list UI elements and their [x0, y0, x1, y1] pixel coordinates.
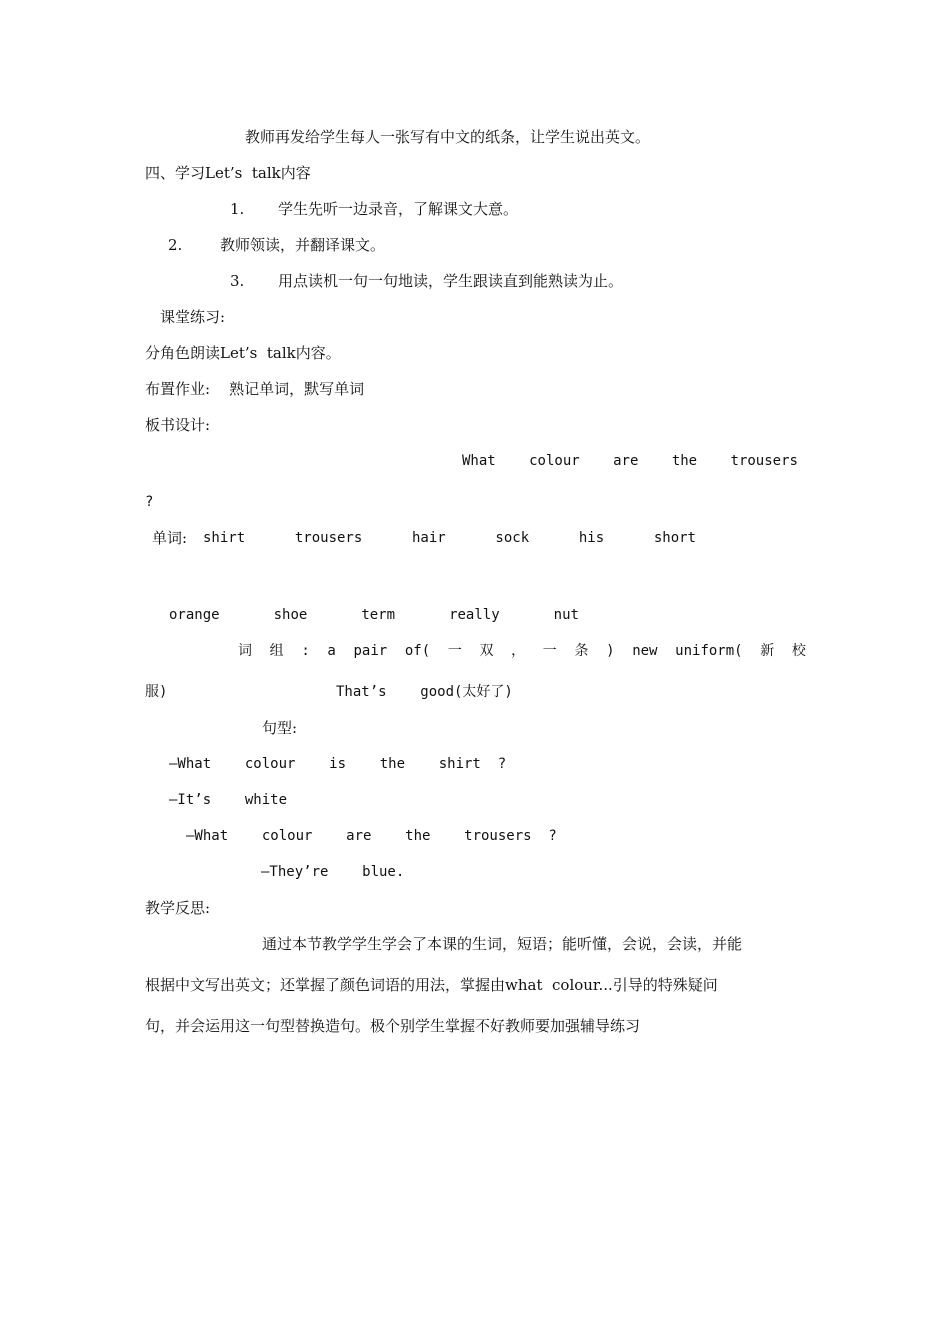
list-item-text: 学生先听一边录音，了解课文大意。 — [278, 200, 519, 218]
phrase-token: 双 — [479, 643, 494, 659]
phrase-item: That’s good(太好了) — [336, 684, 513, 700]
board-title-word: are — [613, 453, 639, 469]
board-title-word: trousers — [730, 453, 798, 469]
phrase-continuation: 服) — [145, 684, 168, 700]
phrase-token: ) — [606, 643, 615, 659]
board-title-word: colour — [529, 453, 580, 469]
phrase-token: 一 — [542, 643, 557, 659]
vocab-word: shoe — [273, 607, 308, 623]
text-line: 布置作业: 熟记单词，默写单词 — [145, 380, 365, 398]
sentence-pattern: —They’re blue. — [261, 864, 405, 880]
vocab-word: short — [653, 530, 696, 546]
board-title-end: ? — [145, 494, 154, 510]
sentence-pattern: —It’s white — [169, 792, 288, 808]
phrase-token: 组 — [269, 643, 284, 659]
phrase-token: 校 — [791, 643, 806, 659]
vocab-word: term — [361, 607, 396, 623]
board-title-word: the — [671, 453, 698, 469]
section-label: 板书设计: — [145, 416, 211, 434]
vocab-word: his — [578, 530, 605, 546]
sentence-pattern: —What colour are the trousers ? — [186, 828, 557, 844]
phrase-token: pair — [353, 643, 388, 659]
section-label: 教学反思: — [145, 899, 211, 917]
vocab-word: really — [449, 607, 500, 623]
phrase-token: 条 — [574, 643, 589, 659]
list-item-text: 用点读机一句一句地读，学生跟读直到能熟读为止。 — [278, 272, 624, 290]
paragraph-line: 根据中文写出英文；还掌握了颜色词语的用法，掌握由what colour...引导的特殊疑问 — [145, 976, 718, 994]
phrase-token: of( — [404, 643, 431, 659]
phrase-token: : — [301, 643, 310, 659]
list-item-text: 教师领读，并翻译课文。 — [220, 236, 386, 254]
paragraph-line: 句，并会运用这一句型替换造句。极个别学生掌握不好教师要加强辅导练习 — [145, 1017, 641, 1035]
vocab-label: 单词: — [152, 529, 188, 547]
section-heading: 四、学习Let’s talk内容 — [145, 164, 311, 182]
vocab-row — [169, 605, 579, 625]
paragraph-line: 通过本节教学学生学会了本课的生词，短语；能听懂，会说，会读，并能 — [262, 935, 743, 953]
phrase-token: uniform( — [675, 643, 743, 659]
pattern-label: 句型: — [262, 719, 298, 737]
vocab-word: trousers — [294, 530, 363, 546]
sentence-pattern: —What colour is the shirt ? — [169, 756, 507, 772]
text-line: 分角色朗读Let’s talk内容。 — [145, 344, 341, 362]
section-label: 课堂练习: — [160, 308, 226, 326]
phrase-token: a — [327, 643, 336, 659]
phrase-token: 新 — [760, 643, 775, 659]
board-title-word: What — [462, 453, 496, 469]
phrase-token: 一 — [447, 643, 462, 659]
vocab-word: sock — [495, 530, 530, 546]
phrase-token: ， — [511, 643, 526, 659]
vocab-word: orange — [169, 607, 220, 623]
phrase-token: new — [632, 643, 658, 659]
phrase-row — [238, 641, 806, 661]
board-title — [462, 451, 798, 471]
phrase-token: 词 — [238, 643, 252, 659]
vocab-word: nut — [553, 607, 579, 623]
vocab-row — [203, 528, 696, 548]
list-number: 1. — [230, 200, 245, 218]
vocab-word: hair — [412, 530, 446, 546]
vocab-word: shirt — [203, 530, 246, 546]
list-number: 2. — [168, 236, 183, 254]
text-line: 教师再发给学生每人一张写有中文的纸条，让学生说出英文。 — [245, 128, 651, 146]
list-number: 3. — [230, 272, 245, 290]
